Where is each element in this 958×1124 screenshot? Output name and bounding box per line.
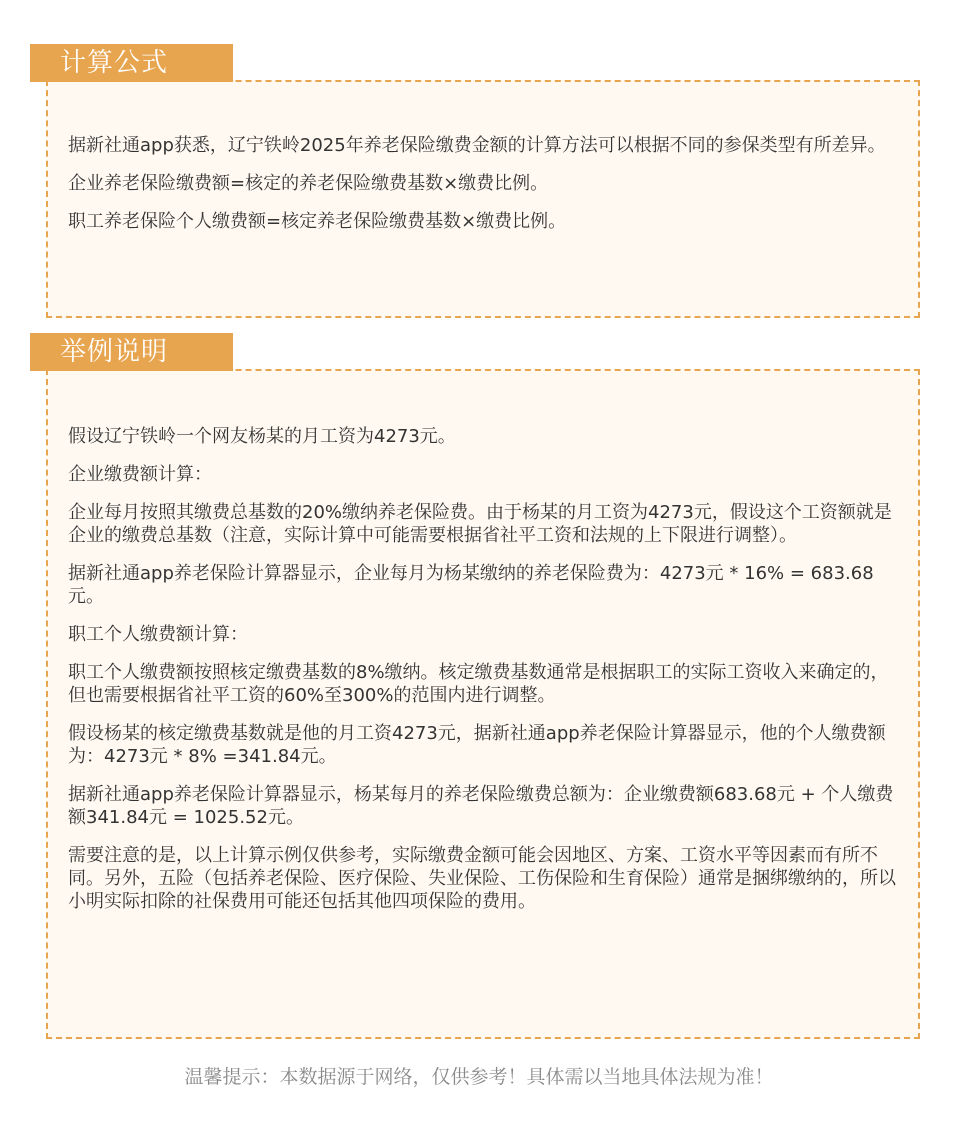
- example-paragraph: 假设杨某的核定缴费基数就是他的月工资4273元，据新社通app养老保险计算器显示，他的个人缴费额为：4273元 * 8% =341.84元。: [68, 723, 886, 767]
- formula-paragraph: 职工养老保险个人缴费额=核定养老保险缴费基数×缴费比例。: [68, 211, 567, 232]
- formula-paragraph: 据新社通app获悉，辽宁铁岭2025年养老保险缴费金额的计算方法可以根据不同的参保类型有所差异。: [68, 135, 886, 156]
- example-paragraph: 假设辽宁铁岭一个网友杨某的月工资为4273元。: [68, 426, 456, 447]
- formula-section-title: 计算公式: [30, 44, 233, 82]
- example-paragraph: 企业缴费额计算：: [68, 464, 212, 485]
- formula-content-box: [46, 80, 920, 318]
- footer-disclaimer: 温馨提示：本数据源于网络，仅供参考！具体需以当地具体法规为准！: [184, 1066, 774, 1088]
- example-paragraph: 职工个人缴费额按照核定缴费基数的8%缴纳。核定缴费基数通常是根据职工的实际工资收入来确定的，但也需要根据省社平工资的60%至300%的范围内进行调整。: [68, 662, 889, 706]
- example-section-title: 举例说明: [30, 333, 233, 371]
- example-paragraph: 需要注意的是，以上计算示例仅供参考，实际缴费金额可能会因地区、方案、工资水平等因素而有所不同。另外，五险（包括养老保险、医疗保险、失业保险、工伤保险和生育保险）通常是捆绑缴纳的，所以小明实际扣除的社保费用可能还包括其他四项保险的费用。: [68, 845, 896, 912]
- example-paragraph: 据新社通app养老保险计算器显示，杨某每月的养老保险缴费总额为：企业缴费额683.68元 + 个人缴费额341.84元 = 1025.52元。: [68, 784, 894, 828]
- example-paragraph: 职工个人缴费额计算：: [68, 624, 248, 645]
- example-paragraph: 企业每月按照其缴费总基数的20%缴纳养老保险费。由于杨某的月工资为4273元，假设这个工资额就是企业的缴费总基数（注意，实际计算中可能需要根据省社平工资和法规的上下限进行调整）。: [68, 502, 892, 546]
- example-content-box: [46, 369, 920, 1039]
- example-paragraph: 据新社通app养老保险计算器显示，企业每月为杨某缴纳的养老保险费为：4273元 * 16% = 683.68元。: [68, 563, 874, 607]
- formula-paragraph: 企业养老保险缴费额=核定的养老保险缴费基数×缴费比例。: [68, 173, 549, 194]
